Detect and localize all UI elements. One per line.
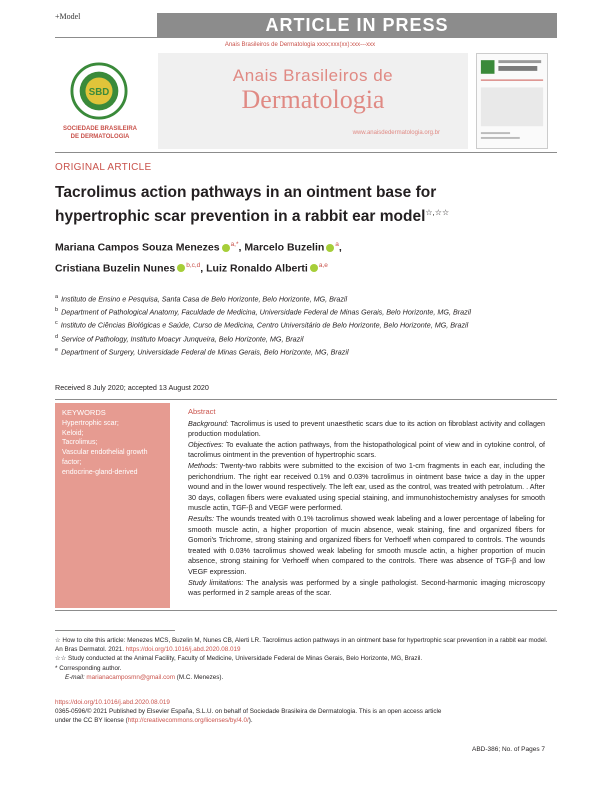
affiliation-item: $^b$ Department of Pathological Anatomy, Faculdade de Medicina, Universidade Federal de Minas Gerais, Belo Horizonte, MG, Brazil bbox=[55, 307, 471, 317]
orcid-icon[interactable] bbox=[222, 244, 230, 252]
society-line-2: DE DERMATOLOGIA bbox=[70, 134, 130, 140]
journal-url-link[interactable]: www.anaisdedermatologia.org.br bbox=[352, 130, 440, 136]
title-footnote-marks[interactable]: ☆,☆☆ bbox=[425, 208, 450, 217]
journal-cover-image bbox=[476, 53, 548, 149]
keyword: Tacrolimus; bbox=[62, 439, 98, 447]
article-doi-link[interactable]: https://doi.org/10.1016/j.abd.2020.08.019 bbox=[55, 699, 170, 706]
divider bbox=[55, 610, 557, 611]
journal-name-line-2: Dermatologia bbox=[241, 85, 385, 114]
keyword: Vascular endothelial growth factor; bbox=[62, 449, 148, 466]
author-name: Mariana Campos Souza Menezes bbox=[55, 241, 220, 254]
footnote-email: E-mail: marianacamposmn@gmail.com (M.C. Menezes). bbox=[65, 673, 224, 681]
affiliation-item: $^e$ Department of Surgery, Universidade Federal de Minas Gerais, Belo Horizonte, MG, Brazil bbox=[55, 346, 349, 357]
copyright-line: 0365-0596/© 2021 Published by Elsevier España, S.L.U. on behalf of Sociedade Brasileira de Dermatologia. This is an open access article bbox=[55, 708, 442, 716]
abstract-heading: Abstract bbox=[188, 407, 216, 416]
license-line: under the CC BY license (http://creativecommons.org/licenses/by/4.0/). bbox=[55, 717, 253, 725]
citation-doi-link[interactable]: https://doi.org/10.1016/j.abd.2020.08.019 bbox=[125, 646, 241, 654]
author-separator: , bbox=[238, 241, 242, 254]
abstract-limitations: Study limitations: The analysis was performed by a single pathologist. Second-harmonic imaging microscopy was performed in 2 sample areas of the scar. bbox=[188, 577, 546, 598]
author-name: Cristiana Buzelin Nunes bbox=[55, 262, 176, 274]
divider bbox=[55, 37, 557, 38]
keyword: endocrine-gland-derived bbox=[62, 468, 138, 476]
title-line-1: Tacrolimus action pathways in an ointment base for bbox=[55, 184, 437, 201]
plus-model-label: +Model bbox=[55, 12, 81, 21]
affiliation-item: $^d$ Service of Pathology, Instituto Moacyr Junqueira, Belo Horizonte, MG, Brazil bbox=[55, 333, 304, 343]
author-affiliation-marks[interactable]: a bbox=[335, 241, 339, 248]
divider bbox=[55, 399, 557, 400]
keywords-heading: KEYWORDS bbox=[62, 408, 106, 417]
society-line-1: SOCIEDADE BRASILEIRA bbox=[62, 126, 137, 132]
abstract-objectives: Objectives: To evaluate the action pathways, from the histopathological point of view and in cytokine control, of tacrolimus ointment in the prevention of hypertrophic scars. bbox=[188, 439, 546, 460]
divider bbox=[55, 152, 557, 153]
orcid-icon[interactable] bbox=[326, 244, 334, 252]
keyword: Keloid; bbox=[62, 429, 84, 437]
article-in-press-banner: ARTICLE IN PRESS bbox=[157, 13, 557, 37]
page-footer: ABD-386; No. of Pages 7 bbox=[472, 746, 545, 753]
license-link[interactable]: http://creativecommons.org/licenses/by/4.0/ bbox=[127, 717, 249, 725]
email-link[interactable]: marianacamposmn@gmail.com bbox=[86, 673, 175, 681]
abstract-methods: Methods: Twenty-two rabbits were submitted to the excision of two 1-cm fragments in each ear, including the perichondrium. The right ear received 0.1% and 0.03% tacrolimus in ointment base twice a day in the upper wound and in the lower wound respectively. The left ear, used as the control, was treated with petrolatum. . After 30 days, collagen fibers were evaluated using special staining, and immunohistochemistry analyses for smooth muscle actin, TGF-β and VEGF were performed. bbox=[188, 460, 545, 513]
affiliation-list bbox=[55, 292, 555, 358]
journal-name-line-1: Anais Brasileiros de bbox=[232, 66, 394, 85]
orcid-icon[interactable] bbox=[310, 264, 318, 272]
orcid-icon[interactable] bbox=[177, 264, 185, 272]
article-title bbox=[55, 183, 525, 227]
footnote-citation: ☆ How to cite this article: Menezes MCS, Buzelin M, Nunes CB, Alerti LR. Tacrolimus action pathways in an ointment base for hypertrophic scar prevention in a rabbit ear model. An Bras Dermatol. 2021. https://doi.org/10.1016/j.abd.2020.08.019 bbox=[55, 637, 548, 654]
article-type: ORIGINAL ARTICLE bbox=[55, 162, 152, 173]
footnote-divider bbox=[55, 630, 175, 631]
title-line-2: hypertrophic scar prevention in a rabbit ear model bbox=[55, 208, 426, 226]
abstract-background: Background: Tacrolimus is used to prevent unaesthetic scars due to its action on fibroblast activity and collagen production modulation. bbox=[188, 418, 545, 439]
abstract-results: Results: The wounds treated with 0.1% tacrolimus showed weak labeling and a lower percentage of labeling for smooth muscle actin, a higher proportion of mucin absence, weak staining, fine and organized fibers for Gomori's Trichrome, strong staining and organized fibers for Verhoeff when compared to controls. The wounds treated with 0.03% tacrolimus showed weak labeling for smooth muscle actin, a higher proportion of mucin absence, strong staining for Verhoeff when compared to the controls. There was absence of TGF-β and low VEGF expression. bbox=[188, 513, 545, 576]
author-affiliation-marks[interactable]: a,e bbox=[318, 261, 328, 269]
abstract bbox=[188, 407, 545, 599]
author-name: Luiz Ronaldo Alberti bbox=[206, 262, 308, 274]
footnotes bbox=[55, 636, 555, 682]
copyright-block bbox=[55, 698, 555, 726]
logo-text: SBD bbox=[88, 86, 110, 98]
affiliation-item: $^a$ Instituto de Ensino e Pesquisa, Santa Casa de Belo Horizonte, Belo Horizonte, MG, Brazil bbox=[55, 294, 348, 304]
received-dates: Received 8 July 2020; accepted 13 August 2020 bbox=[55, 383, 209, 392]
author-name: Marcelo Buzelin bbox=[244, 241, 325, 254]
author-separator: , bbox=[338, 241, 342, 254]
author-list bbox=[55, 236, 545, 277]
society-name bbox=[55, 125, 145, 141]
keyword: Hypertrophic scar; bbox=[62, 419, 119, 427]
affiliation-item: $^c$ Instituto de Ciências Biológicas e Saúde, Curso de Medicina, Centro Universitário de Belo Horizonte, Belo Horizonte, MG, Brazil bbox=[55, 320, 469, 330]
journal-reference[interactable]: Anais Brasileiros de Dermatologia xxxx;xxx(xx):xxx---xxx bbox=[224, 42, 376, 48]
author-separator: , bbox=[200, 262, 204, 274]
author-affiliation-marks[interactable]: a,* bbox=[230, 241, 239, 248]
footnote-corresponding: * Corresponding author. bbox=[55, 664, 122, 672]
society-logo bbox=[70, 62, 128, 120]
keywords-box bbox=[55, 403, 170, 608]
footnote-study: ☆☆ Study conducted at the Animal Facility, Faculty of Medicine, Universidade Federal de Minas Gerais, Belo Horizonte, MG, Brazil. bbox=[55, 655, 423, 663]
author-affiliation-marks[interactable]: b,c,d bbox=[186, 261, 201, 269]
